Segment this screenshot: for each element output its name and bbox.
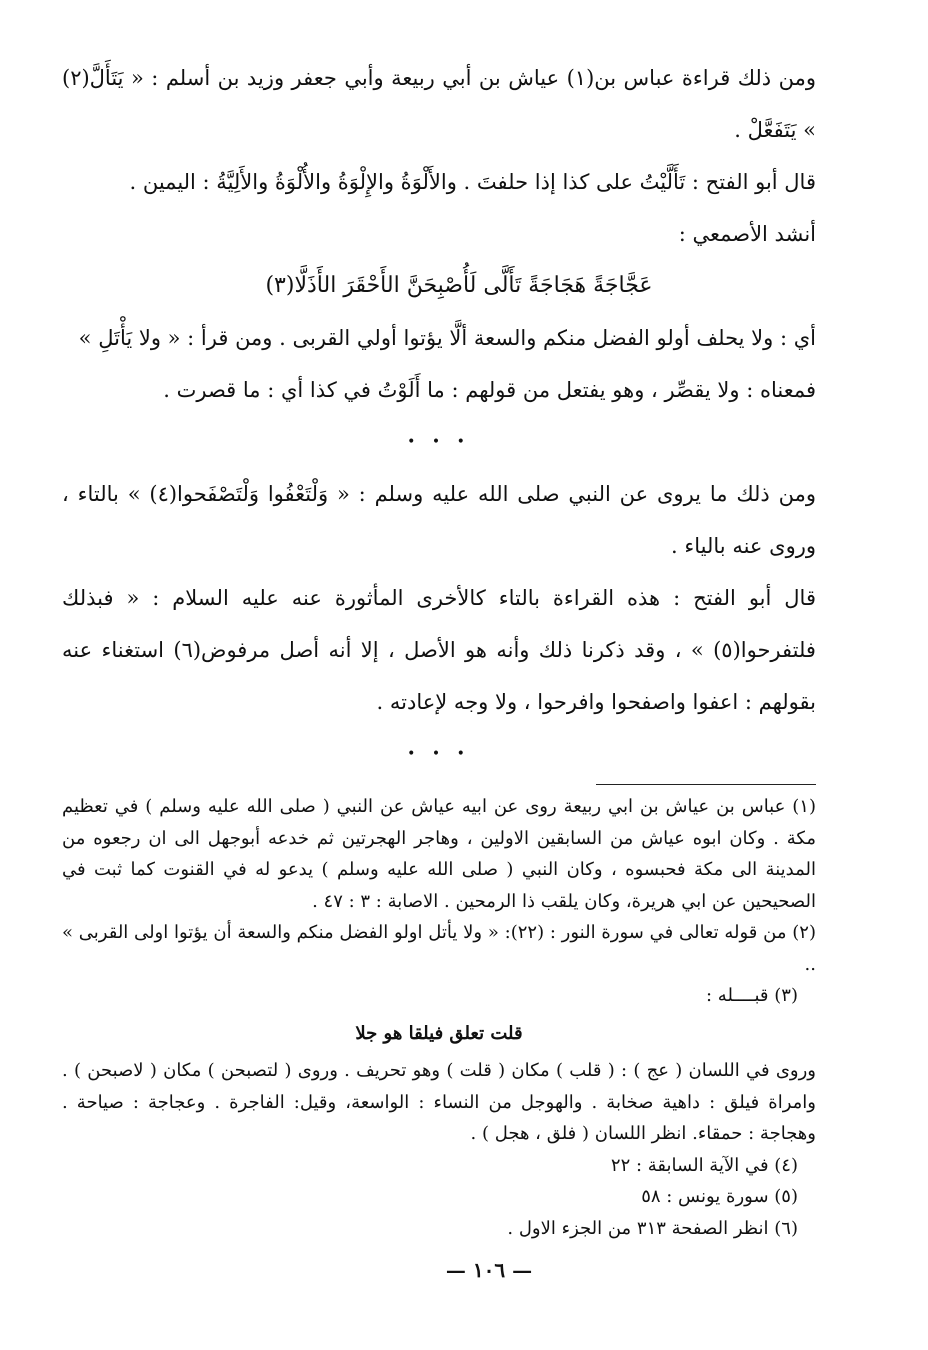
paragraph-5: فمعناه : ولا يقصِّر ، وهو يفتعل من قولهم : ما أَلَوْتُ في كذا أي : ما قصرت .: [163, 378, 816, 402]
footnote-3-verse: قلت تعلق فيلقا هو جلا: [355, 1022, 523, 1044]
footnote-3: (٣) قبــــله :: [706, 985, 798, 1006]
footnote-6: (٦) انظر الصفحة ٣١٣ من الجزء الاول .: [507, 1217, 798, 1239]
footnote-rule: [596, 784, 816, 785]
page-number: — ١٠٦ —: [445, 1258, 533, 1282]
footnote-3-text: وروى في اللسان ( عج ) : ( قلب ) مكان ( قلت ) وهو تحريف . وروى ( لتصبحن ) مكان ( لاصبحن ) . وامراة فيلق : داهية صخابة . والهوجل من النساء : الواسعة، وقيل: الفاجرة . وعجاجة : صياحة . وهجاجة : حمقاء. انظر اللسان ( فلق ، هجل ) .: [62, 1060, 816, 1144]
paragraph-2: قال أبو الفتح : تَأَلَّيْتُ على كذا إذا حلفتَ . والأَلْوَةُ والإِلْوَةُ والأُلْوَةُ والأَلِيَّةُ : اليمين .: [129, 170, 816, 194]
poetry-verse: عَجَّاجَةً هَجَاجَةً تَأَلَّى لَأُصْبِحَنَّ الأَحْقَرَ الأَذَلَّا(٣): [265, 273, 653, 298]
paragraph-7: قال أبو الفتح : هذه القراءة بالتاء كالأخرى المأثورة عنه عليه السلام : « فبذلك فلتفرحوا(٥) » ، وقد ذكرنا ذلك وأنه هو الأصل ، إلا أنه أصل مرفوض(٦) استغناء عنه بقولهم : اعفوا واصفحوا وافرحوا ، ولا وجه لإعادته .: [62, 586, 816, 714]
footnote-4: (٤) في الآية السابقة : ٢٢: [610, 1154, 798, 1176]
footnotes: [62, 791, 816, 1244]
section-separator: • • •: [407, 434, 471, 450]
page: [62, 52, 816, 1350]
section-separator: • • •: [407, 746, 471, 762]
footnote-1: (١) عباس بن عياش بن ابي ربيعة روى عن ابيه عياش عن النبي ( صلى الله عليه وسلم ) في تعظيم مكة . وكان ابوه عياش من السابقين الاولين ، وهاجر الهجرتين ثم خدعه أبوجهل الى ان رجعوه من المدينة الى مكة فحبسوه ، وكان النبي ( صلى الله عليه وسلم ) يدعو له في القنوت كما ثبت في الصحيحين عن ابي هريرة، وكان يلقب ذا الرمحين . الاصابة : ٣ : ٤٧ .: [62, 796, 816, 912]
paragraph-1: ومن ذلك قراءة عباس بن(١) عياش بن أبي ربيعة وأبي جعفر وزيد بن أسلم : « يَتَأَلَّ(٢) » يَتَفَعَّلْ .: [62, 66, 816, 142]
footnote-5: (٥) سورة يونس : ٥٨: [641, 1186, 798, 1207]
paragraph-6: ومن ذلك ما يروى عن النبي صلى الله عليه وسلم : « وَلْتَعْفُوا وَلْتَصْفَحوا(٤) » بالتاء ، وروى عنه بالياء .: [62, 482, 816, 558]
main-text: [62, 52, 816, 774]
footnote-2: (٢) من قوله تعالى في سورة النور : (٢٢): « ولا يأتل اولو الفضل منكم والسعة أن يؤتوا اولى القربى » ..: [62, 922, 816, 975]
paragraph-3: أنشد الأصمعي :: [678, 222, 816, 246]
paragraph-4: أي : ولا يحلف أولو الفضل منكم والسعة ألَّا يؤتوا أولي القربى . ومن قرأ : « ولا يَأْتَلِ »: [78, 326, 816, 350]
